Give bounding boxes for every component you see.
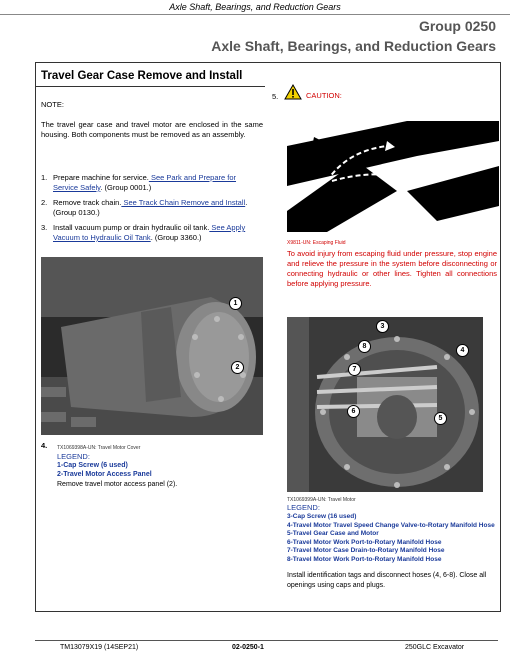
- photo-illustration-right: [287, 317, 483, 492]
- callout-6: 6: [347, 405, 360, 418]
- escaping-fluid-image: [287, 121, 499, 232]
- section-title: Travel Gear Case Remove and Install: [41, 70, 243, 82]
- step-list: [41, 173, 263, 243]
- group-title: Axle Shaft, Bearings, and Reduction Gears: [211, 38, 496, 54]
- step-4-number: 4.: [41, 441, 48, 450]
- legend-item-5: 5-Travel Gear Case and Motor: [287, 530, 379, 537]
- step-instruction-right: Install identification tags and disconnect hoses (4, 6-8). Close all openings using caps and plugs.: [287, 572, 487, 589]
- fluid-image-caption: X9811-UN: Escaping Fluid: [287, 240, 346, 246]
- legend-item-3: 3-Cap Screw (16 used): [287, 513, 357, 520]
- callout-3: 3: [376, 320, 389, 333]
- link-track-chain[interactable]: See Track Chain Remove and Install: [121, 198, 246, 207]
- legend-list-right: [287, 513, 497, 564]
- legend-item-7: 7-Travel Motor Case Drain-to-Rotary Manifold Hose: [287, 547, 445, 554]
- step-4-instruction: Remove travel motor access panel (2).: [57, 481, 178, 488]
- footer-doc-id: TM13079X19 (14SEP21): [60, 644, 139, 651]
- legend-item-2: 2-Travel Motor Access Panel: [57, 471, 152, 478]
- step-3: 3. Install vacuum pump or drain hydraulic oil tank. See Apply Vacuum to Hydraulic Oil Tank. (Group 3360.): [41, 223, 246, 242]
- legend-item-4: 4-Travel Motor Travel Speed Change Valve-to-Rotary Manifold Hose: [287, 521, 495, 529]
- callout-4: 4: [456, 344, 469, 357]
- caution-label: CAUTION:: [306, 91, 342, 100]
- header-divider: [0, 14, 510, 15]
- group-number: Group 0250: [418, 18, 496, 34]
- note-text: The travel gear case and travel motor are enclosed in the same housing. Both components must be removed as an assembly.: [41, 120, 263, 139]
- caution-text: To avoid injury from escaping fluid under pressure, stop engine and relieve the pressure in the system before disconnecting or connecting hydraulic or other lines. Tighten all connections before applying pressure.: [287, 249, 497, 288]
- legend-label-left: LEGEND:: [57, 452, 90, 461]
- footer-divider: [35, 640, 498, 641]
- callout-2: 2: [231, 361, 244, 374]
- note-label: NOTE:: [41, 100, 64, 109]
- step-1: 1. Prepare machine for service. See Park and Prepare for Service Safely. (Group 0001.): [41, 173, 237, 192]
- callout-7: 7: [348, 363, 361, 376]
- travel-motor-photo: [287, 317, 483, 492]
- step-5-number: 5.: [272, 92, 279, 101]
- callout-1: 1: [229, 297, 242, 310]
- callout-5: 5: [434, 412, 447, 425]
- legend-item-1: 1-Cap Screw (6 used): [57, 462, 128, 469]
- legend-item-6: 6-Travel Motor Work Port-to-Rotary Manifold Hose: [287, 538, 442, 546]
- callout-8: 8: [358, 340, 371, 353]
- link-apply-vacuum[interactable]: See Apply Vacuum to Hydraulic Oil Tank: [53, 223, 246, 242]
- travel-motor-cover-photo: [41, 257, 263, 435]
- legend-label-right: LEGEND:: [287, 503, 320, 512]
- section-divider: [35, 86, 265, 87]
- running-header: Axle Shaft, Bearings, and Reduction Gears: [169, 2, 341, 12]
- step-2: 2. Remove track chain. See Track Chain Remove and Install. (Group 0130.): [41, 198, 248, 217]
- figure-caption-left: TX1069398A-UN: Travel Motor Cover: [57, 445, 141, 451]
- photo-illustration-left: [41, 257, 263, 435]
- legend-item-8: 8-Travel Motor Work Port-to-Rotary Manifold Hose: [287, 555, 442, 563]
- footer-page-number: 02-0250-1: [232, 644, 264, 651]
- footer-model: 250GLC Excavator: [405, 644, 465, 651]
- warning-icon: [284, 84, 302, 105]
- escaping-fluid-illustration: [287, 121, 499, 232]
- figure-caption-right: TX1069399A-UN: Travel Motor: [287, 497, 356, 503]
- link-park-prepare[interactable]: See Park and Prepare for Service Safely: [53, 173, 237, 192]
